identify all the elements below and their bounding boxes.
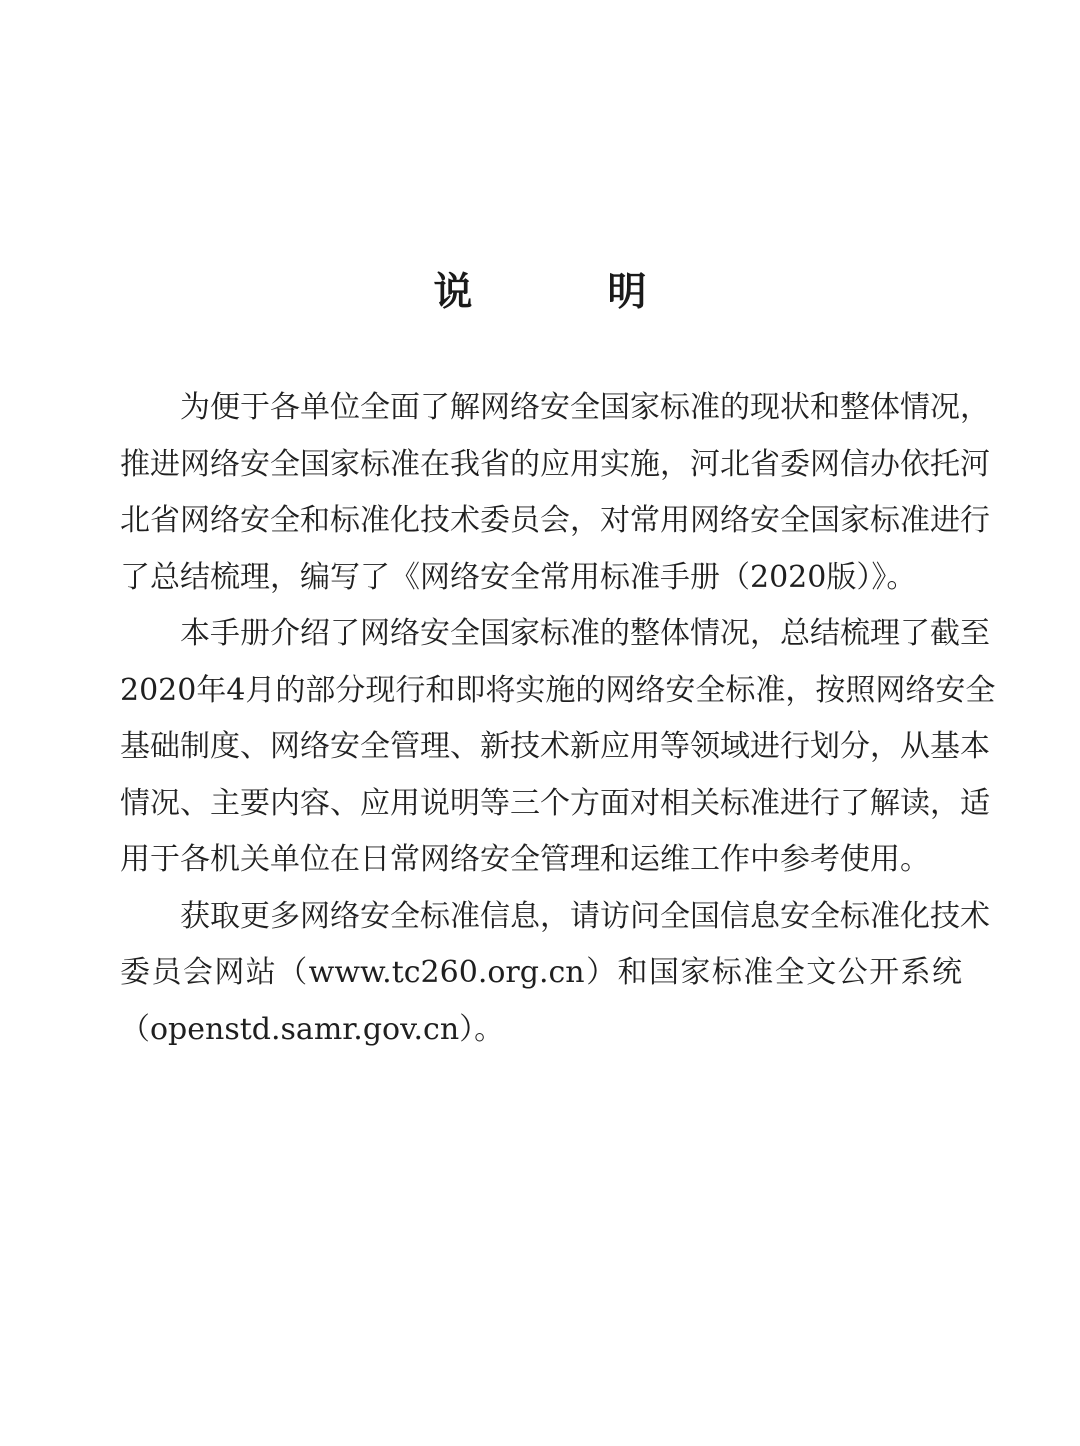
- paragraph-line: 委员会网站（www.tc260.org.cn）和国家标准全文公开系统: [120, 955, 962, 990]
- paragraph-line: 情况、主要内容、应用说明等三个方面对相关标准进行了解读，适: [120, 785, 990, 821]
- document-body: [120, 380, 996, 1058]
- paragraph-line: 推进网络安全国家标准在我省的应用实施，河北省委网信办依托河: [120, 446, 990, 482]
- paragraph-line: 为便于各单位全面了解网络安全国家标准的现状和整体情况，: [180, 390, 990, 425]
- paragraph-line: 2020年4月的部分现行和即将实施的网络安全标准，按照网络安全: [120, 672, 996, 708]
- paragraph-line: 了总结梳理，编写了《网络安全常用标准手册（2020版）》。: [120, 559, 917, 595]
- paragraph-line: 本手册介绍了网络安全国家标准的整体情况，总结梳理了截至: [180, 616, 990, 651]
- paragraph-line: 用于各机关单位在日常网络安全管理和运维工作中参考使用。: [120, 842, 930, 877]
- paragraph-line: 北省网络安全和标准化技术委员会，对常用网络安全国家标准进行: [120, 503, 990, 538]
- paragraph-line: （openstd.samr.gov.cn）。: [120, 1011, 505, 1047]
- paragraph-line: 基础制度、网络安全管理、新技术新应用等领域进行划分，从基本: [120, 729, 990, 764]
- paragraph-line: 获取更多网络安全标准信息，请访问全国信息安全标准化技术: [180, 898, 990, 934]
- paragraph-3: [120, 889, 990, 1059]
- paragraph-1: [120, 380, 990, 606]
- paragraph-2: [120, 606, 996, 889]
- page-title: 说 明: [433, 269, 695, 315]
